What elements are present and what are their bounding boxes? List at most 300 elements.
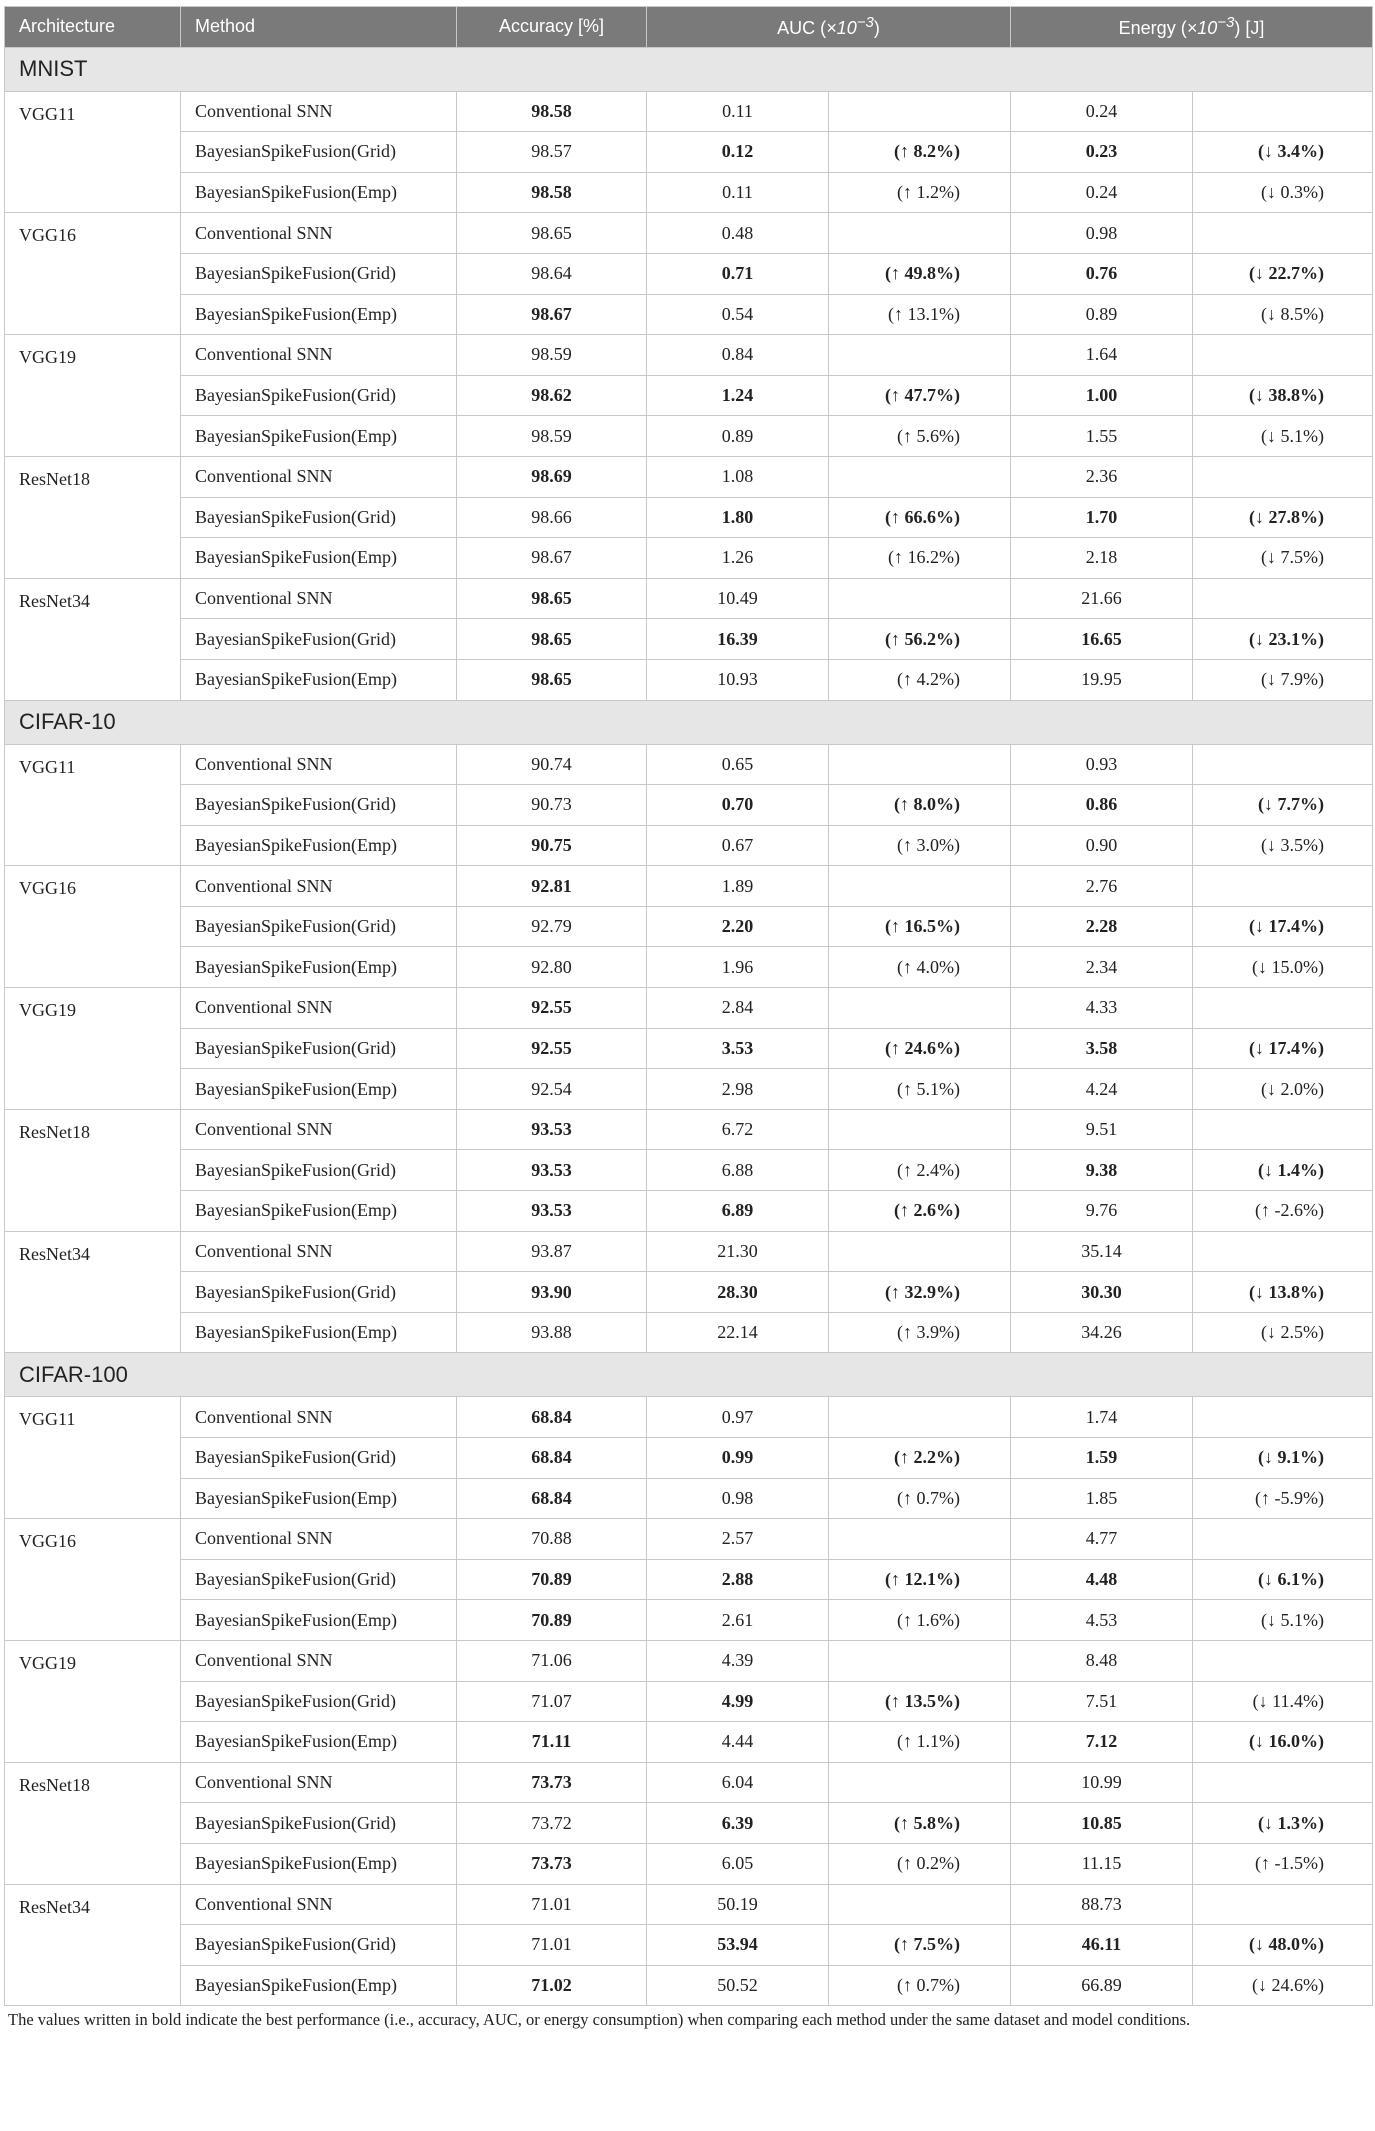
auc-cell: 0.11 — [647, 172, 829, 213]
architecture-cell: VGG11 — [5, 91, 181, 213]
table-row — [5, 456, 1373, 497]
accuracy-cell: 98.67 — [457, 538, 647, 579]
architecture-cell: VGG19 — [5, 988, 181, 1110]
energy-cell: 0.98 — [1011, 213, 1193, 254]
energy-cell: 9.38 — [1011, 1150, 1193, 1191]
energy-change-cell — [1193, 1231, 1373, 1272]
auc-change-cell — [829, 1519, 1011, 1560]
energy-change-cell: (↑ -1.5%) — [1193, 1843, 1373, 1884]
energy-cell: 4.48 — [1011, 1559, 1193, 1600]
energy-cell: 30.30 — [1011, 1272, 1193, 1313]
energy-change-cell — [1193, 1884, 1373, 1925]
architecture-cell: VGG11 — [5, 1397, 181, 1519]
energy-cell: 2.28 — [1011, 906, 1193, 947]
accuracy-cell: 71.01 — [457, 1925, 647, 1966]
method-cell: BayesianSpikeFusion(Grid) — [181, 1028, 457, 1069]
table-row — [5, 497, 1373, 538]
table-row — [5, 619, 1373, 660]
table-row — [5, 1803, 1373, 1844]
energy-cell: 21.66 — [1011, 578, 1193, 619]
auc-cell: 2.98 — [647, 1069, 829, 1110]
energy-cell: 2.18 — [1011, 538, 1193, 579]
energy-cell: 1.59 — [1011, 1438, 1193, 1479]
auc-cell: 0.84 — [647, 335, 829, 376]
auc-cell: 10.93 — [647, 659, 829, 700]
method-cell: Conventional SNN — [181, 456, 457, 497]
auc-cell: 6.72 — [647, 1109, 829, 1150]
energy-cell: 7.51 — [1011, 1681, 1193, 1722]
auc-cell: 0.67 — [647, 825, 829, 866]
method-cell: Conventional SNN — [181, 578, 457, 619]
energy-change-cell: (↓ 24.6%) — [1193, 1965, 1373, 2006]
energy-change-cell: (↓ 2.0%) — [1193, 1069, 1373, 1110]
table-row — [5, 1884, 1373, 1925]
auc-cell: 0.89 — [647, 416, 829, 457]
auc-change-cell — [829, 988, 1011, 1029]
auc-change-cell: (↑ 8.2%) — [829, 132, 1011, 173]
method-cell: BayesianSpikeFusion(Grid) — [181, 906, 457, 947]
auc-change-cell: (↑ 2.2%) — [829, 1438, 1011, 1479]
dataset-section-label: CIFAR-100 — [5, 1353, 1373, 1397]
architecture-cell: ResNet18 — [5, 1762, 181, 1884]
auc-change-cell: (↑ 0.2%) — [829, 1843, 1011, 1884]
method-cell: Conventional SNN — [181, 1397, 457, 1438]
auc-cell: 2.61 — [647, 1600, 829, 1641]
table-row — [5, 866, 1373, 907]
table-row — [5, 1231, 1373, 1272]
table-row — [5, 1722, 1373, 1763]
accuracy-cell: 92.79 — [457, 906, 647, 947]
energy-change-cell: (↓ 8.5%) — [1193, 294, 1373, 335]
method-cell: BayesianSpikeFusion(Emp) — [181, 416, 457, 457]
energy-cell: 0.93 — [1011, 744, 1193, 785]
auc-change-cell: (↑ 2.4%) — [829, 1150, 1011, 1191]
energy-cell: 0.89 — [1011, 294, 1193, 335]
table-row — [5, 1312, 1373, 1353]
auc-cell: 4.99 — [647, 1681, 829, 1722]
architecture-cell: VGG16 — [5, 1519, 181, 1641]
energy-cell: 0.90 — [1011, 825, 1193, 866]
auc-change-cell: (↑ 24.6%) — [829, 1028, 1011, 1069]
energy-change-cell: (↓ 11.4%) — [1193, 1681, 1373, 1722]
accuracy-cell: 98.59 — [457, 416, 647, 457]
accuracy-cell: 73.73 — [457, 1843, 647, 1884]
energy-change-cell: (↓ 6.1%) — [1193, 1559, 1373, 1600]
energy-change-cell: (↓ 1.4%) — [1193, 1150, 1373, 1191]
auc-cell: 1.89 — [647, 866, 829, 907]
auc-cell: 4.39 — [647, 1640, 829, 1681]
dataset-section-label: MNIST — [5, 47, 1373, 91]
method-cell: BayesianSpikeFusion(Emp) — [181, 947, 457, 988]
energy-cell: 2.34 — [1011, 947, 1193, 988]
auc-cell: 50.19 — [647, 1884, 829, 1925]
table-row — [5, 659, 1373, 700]
auc-change-cell: (↑ 13.1%) — [829, 294, 1011, 335]
auc-cell: 6.39 — [647, 1803, 829, 1844]
auc-change-cell — [829, 578, 1011, 619]
auc-change-cell: (↑ 16.5%) — [829, 906, 1011, 947]
auc-change-cell: (↑ 0.7%) — [829, 1478, 1011, 1519]
auc-change-cell: (↑ 1.6%) — [829, 1600, 1011, 1641]
header-method: Method — [181, 7, 457, 48]
energy-change-cell: (↓ 2.5%) — [1193, 1312, 1373, 1353]
method-cell: BayesianSpikeFusion(Emp) — [181, 172, 457, 213]
auc-change-cell: (↑ 5.6%) — [829, 416, 1011, 457]
energy-change-cell — [1193, 1640, 1373, 1681]
energy-change-cell: (↓ 9.1%) — [1193, 1438, 1373, 1479]
energy-cell: 88.73 — [1011, 1884, 1193, 1925]
accuracy-cell: 93.53 — [457, 1109, 647, 1150]
accuracy-cell: 98.57 — [457, 132, 647, 173]
method-cell: Conventional SNN — [181, 1640, 457, 1681]
accuracy-cell: 98.65 — [457, 619, 647, 660]
energy-cell: 9.76 — [1011, 1191, 1193, 1232]
accuracy-cell: 92.81 — [457, 866, 647, 907]
accuracy-cell: 98.65 — [457, 213, 647, 254]
method-cell: BayesianSpikeFusion(Emp) — [181, 1843, 457, 1884]
energy-change-cell: (↓ 5.1%) — [1193, 416, 1373, 457]
energy-change-cell: (↓ 48.0%) — [1193, 1925, 1373, 1966]
method-cell: BayesianSpikeFusion(Emp) — [181, 1722, 457, 1763]
auc-cell: 28.30 — [647, 1272, 829, 1313]
auc-change-cell — [829, 91, 1011, 132]
auc-change-cell: (↑ 1.2%) — [829, 172, 1011, 213]
auc-cell: 10.49 — [647, 578, 829, 619]
header-auc: AUC $(\times 10^{-3})$ — [647, 7, 1011, 48]
auc-cell: 0.98 — [647, 1478, 829, 1519]
energy-change-cell — [1193, 1397, 1373, 1438]
energy-change-cell: (↓ 3.4%) — [1193, 132, 1373, 173]
auc-change-cell — [829, 1762, 1011, 1803]
auc-change-cell: (↑ 16.2%) — [829, 538, 1011, 579]
header-accuracy: Accuracy [%] — [457, 7, 647, 48]
energy-change-cell — [1193, 335, 1373, 376]
results-table — [4, 6, 1373, 2006]
table-row — [5, 1397, 1373, 1438]
table-row — [5, 172, 1373, 213]
architecture-cell: ResNet18 — [5, 456, 181, 578]
dataset-section-row — [5, 1353, 1373, 1397]
table-row — [5, 1519, 1373, 1560]
method-cell: BayesianSpikeFusion(Emp) — [181, 1312, 457, 1353]
accuracy-cell: 93.53 — [457, 1191, 647, 1232]
energy-cell: 0.24 — [1011, 172, 1193, 213]
energy-cell: 46.11 — [1011, 1925, 1193, 1966]
header-energy: Energy $(\times 10^{-3})$ [J] — [1011, 7, 1373, 48]
auc-change-cell: (↑ 5.8%) — [829, 1803, 1011, 1844]
table-row — [5, 947, 1373, 988]
auc-cell: 0.54 — [647, 294, 829, 335]
energy-change-cell: (↓ 7.9%) — [1193, 659, 1373, 700]
architecture-cell: VGG11 — [5, 744, 181, 866]
energy-change-cell — [1193, 578, 1373, 619]
energy-cell: 0.24 — [1011, 91, 1193, 132]
header-row — [5, 7, 1373, 48]
method-cell: BayesianSpikeFusion(Grid) — [181, 132, 457, 173]
table-row — [5, 375, 1373, 416]
auc-change-cell — [829, 744, 1011, 785]
auc-cell: 1.08 — [647, 456, 829, 497]
energy-change-cell: (↑ -5.9%) — [1193, 1478, 1373, 1519]
table-row — [5, 1438, 1373, 1479]
table-row — [5, 213, 1373, 254]
auc-cell: 2.57 — [647, 1519, 829, 1560]
auc-change-cell — [829, 1109, 1011, 1150]
auc-change-cell: (↑ 1.1%) — [829, 1722, 1011, 1763]
dataset-section-row — [5, 47, 1373, 91]
method-cell: Conventional SNN — [181, 866, 457, 907]
accuracy-cell: 68.84 — [457, 1478, 647, 1519]
table-row — [5, 1559, 1373, 1600]
energy-change-cell — [1193, 456, 1373, 497]
auc-cell: 6.05 — [647, 1843, 829, 1884]
table-row — [5, 1843, 1373, 1884]
accuracy-cell: 68.84 — [457, 1438, 647, 1479]
method-cell: BayesianSpikeFusion(Grid) — [181, 1925, 457, 1966]
energy-change-cell: (↓ 7.5%) — [1193, 538, 1373, 579]
table-row — [5, 253, 1373, 294]
accuracy-cell: 73.73 — [457, 1762, 647, 1803]
energy-change-cell — [1193, 91, 1373, 132]
accuracy-cell: 90.74 — [457, 744, 647, 785]
auc-change-cell — [829, 213, 1011, 254]
method-cell: BayesianSpikeFusion(Emp) — [181, 659, 457, 700]
method-cell: BayesianSpikeFusion(Grid) — [181, 1803, 457, 1844]
auc-cell: 0.48 — [647, 213, 829, 254]
auc-cell: 6.88 — [647, 1150, 829, 1191]
accuracy-cell: 71.01 — [457, 1884, 647, 1925]
accuracy-cell: 93.87 — [457, 1231, 647, 1272]
energy-cell: 0.76 — [1011, 253, 1193, 294]
auc-cell: 0.70 — [647, 785, 829, 826]
energy-cell: 2.76 — [1011, 866, 1193, 907]
table-row — [5, 91, 1373, 132]
auc-change-cell: (↑ 12.1%) — [829, 1559, 1011, 1600]
table-row — [5, 1600, 1373, 1641]
energy-cell: 4.77 — [1011, 1519, 1193, 1560]
accuracy-cell: 68.84 — [457, 1397, 647, 1438]
table-row — [5, 1028, 1373, 1069]
energy-change-cell — [1193, 213, 1373, 254]
energy-cell: 4.24 — [1011, 1069, 1193, 1110]
auc-change-cell: (↑ 49.8%) — [829, 253, 1011, 294]
energy-cell: 1.70 — [1011, 497, 1193, 538]
auc-change-cell: (↑ 4.0%) — [829, 947, 1011, 988]
auc-cell: 50.52 — [647, 1965, 829, 2006]
auc-cell: 0.71 — [647, 253, 829, 294]
auc-change-cell: (↑ 66.6%) — [829, 497, 1011, 538]
accuracy-cell: 98.65 — [457, 659, 647, 700]
accuracy-cell: 93.88 — [457, 1312, 647, 1353]
energy-cell: 19.95 — [1011, 659, 1193, 700]
table-row — [5, 785, 1373, 826]
method-cell: BayesianSpikeFusion(Emp) — [181, 1191, 457, 1232]
table-row — [5, 1478, 1373, 1519]
dataset-section-row — [5, 700, 1373, 744]
energy-change-cell: (↓ 22.7%) — [1193, 253, 1373, 294]
accuracy-cell: 70.89 — [457, 1559, 647, 1600]
method-cell: BayesianSpikeFusion(Emp) — [181, 294, 457, 335]
energy-cell: 1.64 — [1011, 335, 1193, 376]
method-cell: BayesianSpikeFusion(Emp) — [181, 1069, 457, 1110]
method-cell: Conventional SNN — [181, 1884, 457, 1925]
energy-change-cell — [1193, 988, 1373, 1029]
energy-cell: 8.48 — [1011, 1640, 1193, 1681]
energy-change-cell — [1193, 1109, 1373, 1150]
energy-change-cell: (↓ 15.0%) — [1193, 947, 1373, 988]
architecture-cell: ResNet34 — [5, 1884, 181, 2006]
energy-cell: 10.85 — [1011, 1803, 1193, 1844]
architecture-cell: VGG16 — [5, 866, 181, 988]
energy-change-cell: (↓ 1.3%) — [1193, 1803, 1373, 1844]
table-row — [5, 335, 1373, 376]
table-row — [5, 744, 1373, 785]
energy-cell: 3.58 — [1011, 1028, 1193, 1069]
auc-cell: 53.94 — [647, 1925, 829, 1966]
energy-change-cell: (↓ 23.1%) — [1193, 619, 1373, 660]
auc-cell: 21.30 — [647, 1231, 829, 1272]
auc-cell: 1.96 — [647, 947, 829, 988]
accuracy-cell: 71.06 — [457, 1640, 647, 1681]
auc-cell: 16.39 — [647, 619, 829, 660]
energy-cell: 0.23 — [1011, 132, 1193, 173]
auc-change-cell: (↑ 56.2%) — [829, 619, 1011, 660]
auc-cell: 0.65 — [647, 744, 829, 785]
accuracy-cell: 90.75 — [457, 825, 647, 866]
energy-change-cell — [1193, 1519, 1373, 1560]
method-cell: Conventional SNN — [181, 1762, 457, 1803]
energy-cell: 11.15 — [1011, 1843, 1193, 1884]
energy-change-cell: (↓ 17.4%) — [1193, 906, 1373, 947]
auc-cell: 1.24 — [647, 375, 829, 416]
auc-change-cell: (↑ 2.6%) — [829, 1191, 1011, 1232]
auc-change-cell: (↑ 8.0%) — [829, 785, 1011, 826]
energy-change-cell: (↓ 0.3%) — [1193, 172, 1373, 213]
auc-cell: 2.88 — [647, 1559, 829, 1600]
energy-change-cell: (↓ 13.8%) — [1193, 1272, 1373, 1313]
auc-cell: 6.04 — [647, 1762, 829, 1803]
accuracy-cell: 98.64 — [457, 253, 647, 294]
accuracy-cell: 98.66 — [457, 497, 647, 538]
accuracy-cell: 71.07 — [457, 1681, 647, 1722]
auc-cell: 1.80 — [647, 497, 829, 538]
table-row — [5, 1150, 1373, 1191]
architecture-cell: VGG19 — [5, 335, 181, 457]
architecture-cell: VGG16 — [5, 213, 181, 335]
accuracy-cell: 98.65 — [457, 578, 647, 619]
auc-change-cell — [829, 1397, 1011, 1438]
method-cell: BayesianSpikeFusion(Emp) — [181, 1965, 457, 2006]
method-cell: Conventional SNN — [181, 1519, 457, 1560]
method-cell: BayesianSpikeFusion(Grid) — [181, 1559, 457, 1600]
method-cell: Conventional SNN — [181, 744, 457, 785]
table-row — [5, 906, 1373, 947]
method-cell: BayesianSpikeFusion(Emp) — [181, 1478, 457, 1519]
method-cell: BayesianSpikeFusion(Emp) — [181, 538, 457, 579]
table-row — [5, 1191, 1373, 1232]
energy-cell: 7.12 — [1011, 1722, 1193, 1763]
accuracy-cell: 98.58 — [457, 172, 647, 213]
method-cell: Conventional SNN — [181, 335, 457, 376]
table-row — [5, 294, 1373, 335]
table-row — [5, 1681, 1373, 1722]
method-cell: BayesianSpikeFusion(Grid) — [181, 497, 457, 538]
accuracy-cell: 92.55 — [457, 1028, 647, 1069]
energy-cell: 34.26 — [1011, 1312, 1193, 1353]
energy-cell: 4.53 — [1011, 1600, 1193, 1641]
energy-change-cell: (↓ 7.7%) — [1193, 785, 1373, 826]
auc-cell: 22.14 — [647, 1312, 829, 1353]
table-row — [5, 538, 1373, 579]
energy-change-cell — [1193, 866, 1373, 907]
auc-change-cell — [829, 866, 1011, 907]
accuracy-cell: 90.73 — [457, 785, 647, 826]
auc-change-cell — [829, 1640, 1011, 1681]
energy-cell: 16.65 — [1011, 619, 1193, 660]
auc-change-cell: (↑ 0.7%) — [829, 1965, 1011, 2006]
energy-change-cell: (↓ 17.4%) — [1193, 1028, 1373, 1069]
method-cell: BayesianSpikeFusion(Emp) — [181, 1600, 457, 1641]
auc-change-cell: (↑ 4.2%) — [829, 659, 1011, 700]
accuracy-cell: 98.59 — [457, 335, 647, 376]
energy-cell: 0.86 — [1011, 785, 1193, 826]
table-row — [5, 1109, 1373, 1150]
auc-cell: 1.26 — [647, 538, 829, 579]
auc-change-cell — [829, 1884, 1011, 1925]
energy-cell: 10.99 — [1011, 1762, 1193, 1803]
table-row — [5, 988, 1373, 1029]
energy-change-cell: (↓ 16.0%) — [1193, 1722, 1373, 1763]
energy-cell: 9.51 — [1011, 1109, 1193, 1150]
method-cell: Conventional SNN — [181, 213, 457, 254]
energy-change-cell — [1193, 1762, 1373, 1803]
auc-change-cell — [829, 335, 1011, 376]
method-cell: BayesianSpikeFusion(Grid) — [181, 1438, 457, 1479]
auc-change-cell: (↑ 3.9%) — [829, 1312, 1011, 1353]
method-cell: BayesianSpikeFusion(Grid) — [181, 619, 457, 660]
architecture-cell: ResNet34 — [5, 578, 181, 700]
table-row — [5, 416, 1373, 457]
accuracy-cell: 71.11 — [457, 1722, 647, 1763]
energy-change-cell: (↓ 5.1%) — [1193, 1600, 1373, 1641]
accuracy-cell: 98.62 — [457, 375, 647, 416]
table-body — [5, 47, 1373, 2006]
method-cell: BayesianSpikeFusion(Grid) — [181, 253, 457, 294]
table-row — [5, 132, 1373, 173]
auc-cell: 6.89 — [647, 1191, 829, 1232]
table-row — [5, 578, 1373, 619]
method-cell: Conventional SNN — [181, 988, 457, 1029]
accuracy-cell: 70.88 — [457, 1519, 647, 1560]
method-cell: Conventional SNN — [181, 91, 457, 132]
method-cell: Conventional SNN — [181, 1109, 457, 1150]
method-cell: BayesianSpikeFusion(Grid) — [181, 785, 457, 826]
auc-change-cell — [829, 456, 1011, 497]
method-cell: BayesianSpikeFusion(Grid) — [181, 1272, 457, 1313]
table-row — [5, 1069, 1373, 1110]
table-row — [5, 1965, 1373, 2006]
auc-change-cell — [829, 1231, 1011, 1272]
architecture-cell: ResNet34 — [5, 1231, 181, 1353]
energy-change-cell — [1193, 744, 1373, 785]
accuracy-cell: 93.90 — [457, 1272, 647, 1313]
auc-cell: 2.20 — [647, 906, 829, 947]
energy-change-cell: (↓ 38.8%) — [1193, 375, 1373, 416]
auc-cell: 0.97 — [647, 1397, 829, 1438]
method-cell: BayesianSpikeFusion(Emp) — [181, 825, 457, 866]
auc-cell: 0.11 — [647, 91, 829, 132]
table-row — [5, 1640, 1373, 1681]
